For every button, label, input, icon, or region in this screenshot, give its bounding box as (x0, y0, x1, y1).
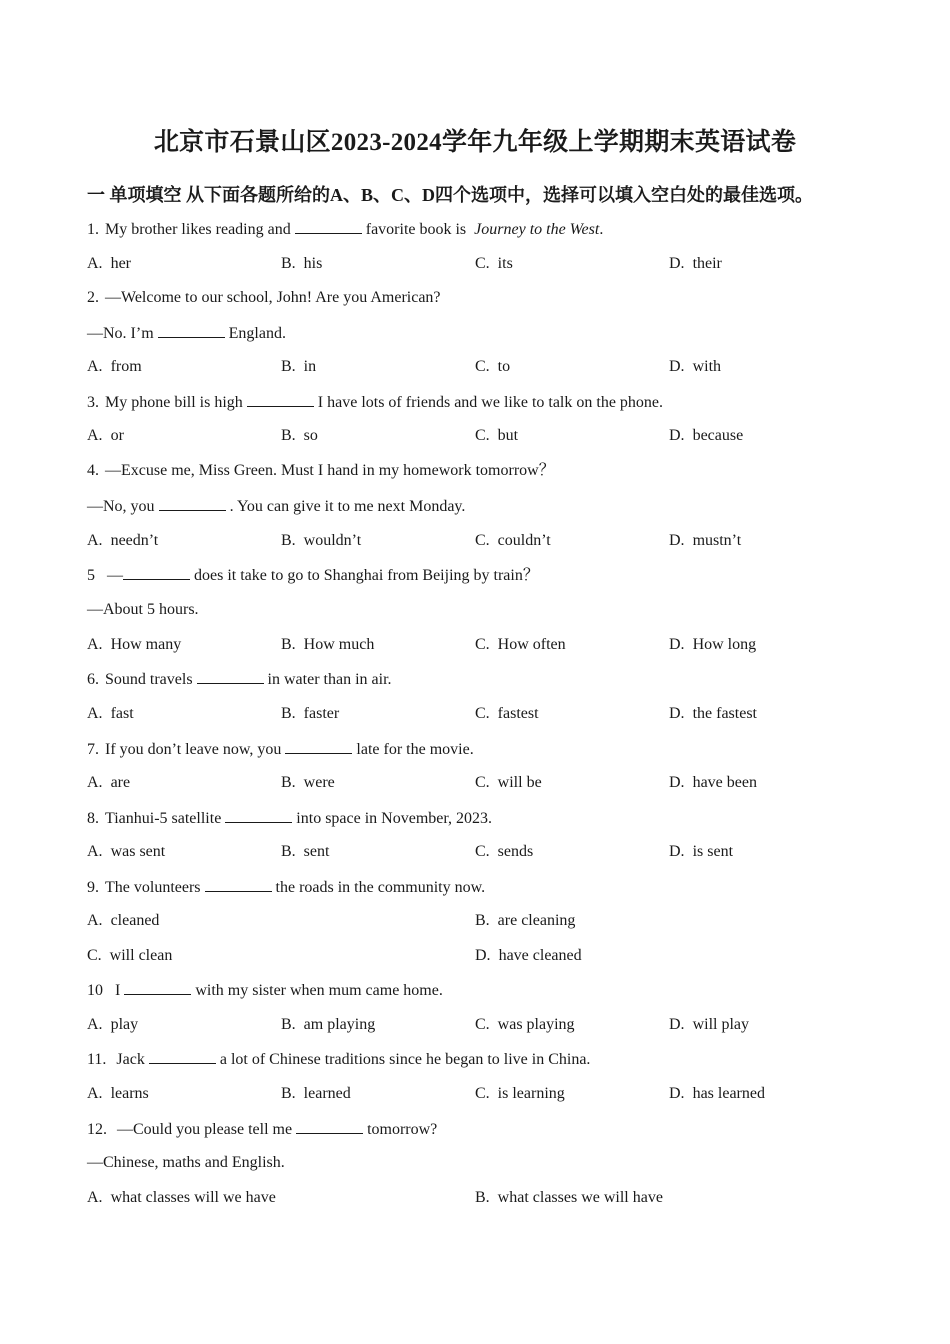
q3-option-c: C. but (475, 427, 519, 444)
q7-option-c: C. will be (475, 774, 542, 791)
q8-option-b: B. sent (281, 843, 330, 860)
q6-option-d: D. the fastest (669, 705, 757, 722)
question-7: 7. If you don’t leave now, you late for the movie. (87, 741, 474, 758)
answer-blank (158, 323, 225, 338)
q2-option-a: A. from (87, 358, 142, 375)
answer-blank (124, 980, 191, 995)
answer-blank (247, 392, 314, 407)
question-2-reply: —No. I’m England. (87, 325, 286, 342)
question-5-reply: —About 5 hours. (87, 601, 199, 618)
q10-option-b: B. am playing (281, 1016, 376, 1033)
answer-blank (197, 669, 264, 684)
q5-option-b: B. How much (281, 636, 375, 653)
q5-option-c: C. How often (475, 636, 566, 653)
q7-option-b: B. were (281, 774, 335, 791)
question-9: 9. The volunteers the roads in the community now. (87, 879, 486, 896)
answer-blank (296, 1119, 363, 1134)
q3-option-d: D. because (669, 427, 744, 444)
q8-option-a: A. was sent (87, 843, 166, 860)
q5-option-a: A. How many (87, 636, 182, 653)
q10-option-d: D. will play (669, 1016, 749, 1033)
q3-option-b: B. so (281, 427, 318, 444)
q9-option-b: B. are cleaning (475, 912, 576, 929)
q4-option-a: A. needn’t (87, 532, 159, 549)
q8-option-d: D. is sent (669, 843, 734, 860)
answer-blank (159, 496, 226, 511)
question-3: 3. My phone bill is high I have lots of friends and we like to talk on the phone. (87, 394, 664, 411)
q1-option-d: D. their (669, 255, 722, 272)
q11-option-b: B. learned (281, 1085, 351, 1102)
q1-option-b: B. his (281, 255, 323, 272)
q11-option-a: A. learns (87, 1085, 149, 1102)
answer-blank (295, 219, 362, 234)
q9-option-a: A. cleaned (87, 912, 160, 929)
q2-option-b: B. in (281, 358, 317, 375)
question-6: 6. Sound travels in water than in air. (87, 671, 392, 688)
question-12: 12. —Could you please tell me tomorrow? (87, 1121, 438, 1138)
q6-option-c: C. fastest (475, 705, 539, 722)
q3-option-a: A. or (87, 427, 124, 444)
answer-blank (285, 739, 352, 754)
q10-option-a: A. play (87, 1016, 139, 1033)
q12-option-b: B. what classes we will have (475, 1189, 663, 1206)
question-4: 4. —Excuse me, Miss Green. Must I hand in my homework tomorrow？ (87, 462, 555, 479)
q6-option-a: A. fast (87, 705, 134, 722)
q4-option-c: C. couldn’t (475, 532, 551, 549)
answer-blank (123, 565, 190, 580)
q9-option-c: C. will clean (87, 947, 173, 964)
q4-option-d: D. mustn’t (669, 532, 742, 549)
section-heading: 一 单项填空 从下面各题所给的A、B、C、D四个选项中，选择可以填入空白处的最佳选项。 (87, 185, 813, 205)
answer-blank (205, 877, 272, 892)
q1-option-a: A. her (87, 255, 131, 272)
q11-option-d: D. has learned (669, 1085, 765, 1102)
question-5: 5 — does it take to go to Shanghai from Beijing by train？ (87, 567, 539, 584)
q9-option-d: D. have cleaned (475, 947, 582, 964)
page-title: 北京市石景山区2023-2024学年九年级上学期期末英语试卷 (153, 129, 797, 156)
q7-option-d: D. have been (669, 774, 757, 791)
question-10: 10 I with my sister when mum came home. (87, 982, 443, 999)
q10-option-c: C. was playing (475, 1016, 575, 1033)
q2-option-c: C. to (475, 358, 511, 375)
q2-option-d: D. with (669, 358, 722, 375)
question-1: 1. My brother likes reading and favorite book is Journey to the West. (87, 221, 604, 238)
question-4-reply: —No, you . You can give it to me next Monday. (87, 498, 466, 515)
q1-option-c: C. its (475, 255, 513, 272)
answer-blank (149, 1049, 216, 1064)
question-8: 8. Tianhui-5 satellite into space in November, 2023. (87, 810, 493, 827)
q4-option-b: B. wouldn’t (281, 532, 362, 549)
question-12-reply: —Chinese, maths and English. (87, 1154, 285, 1171)
question-11: 11. Jack a lot of Chinese traditions since he began to live in China. (87, 1051, 591, 1068)
q6-option-b: B. faster (281, 705, 340, 722)
question-2: 2. —Welcome to our school, John! Are you American? (87, 289, 441, 306)
answer-blank (225, 808, 292, 823)
q11-option-c: C. is learning (475, 1085, 565, 1102)
q5-option-d: D. How long (669, 636, 757, 653)
q7-option-a: A. are (87, 774, 131, 791)
q12-option-a: A. what classes will we have (87, 1189, 276, 1206)
q8-option-c: C. sends (475, 843, 534, 860)
